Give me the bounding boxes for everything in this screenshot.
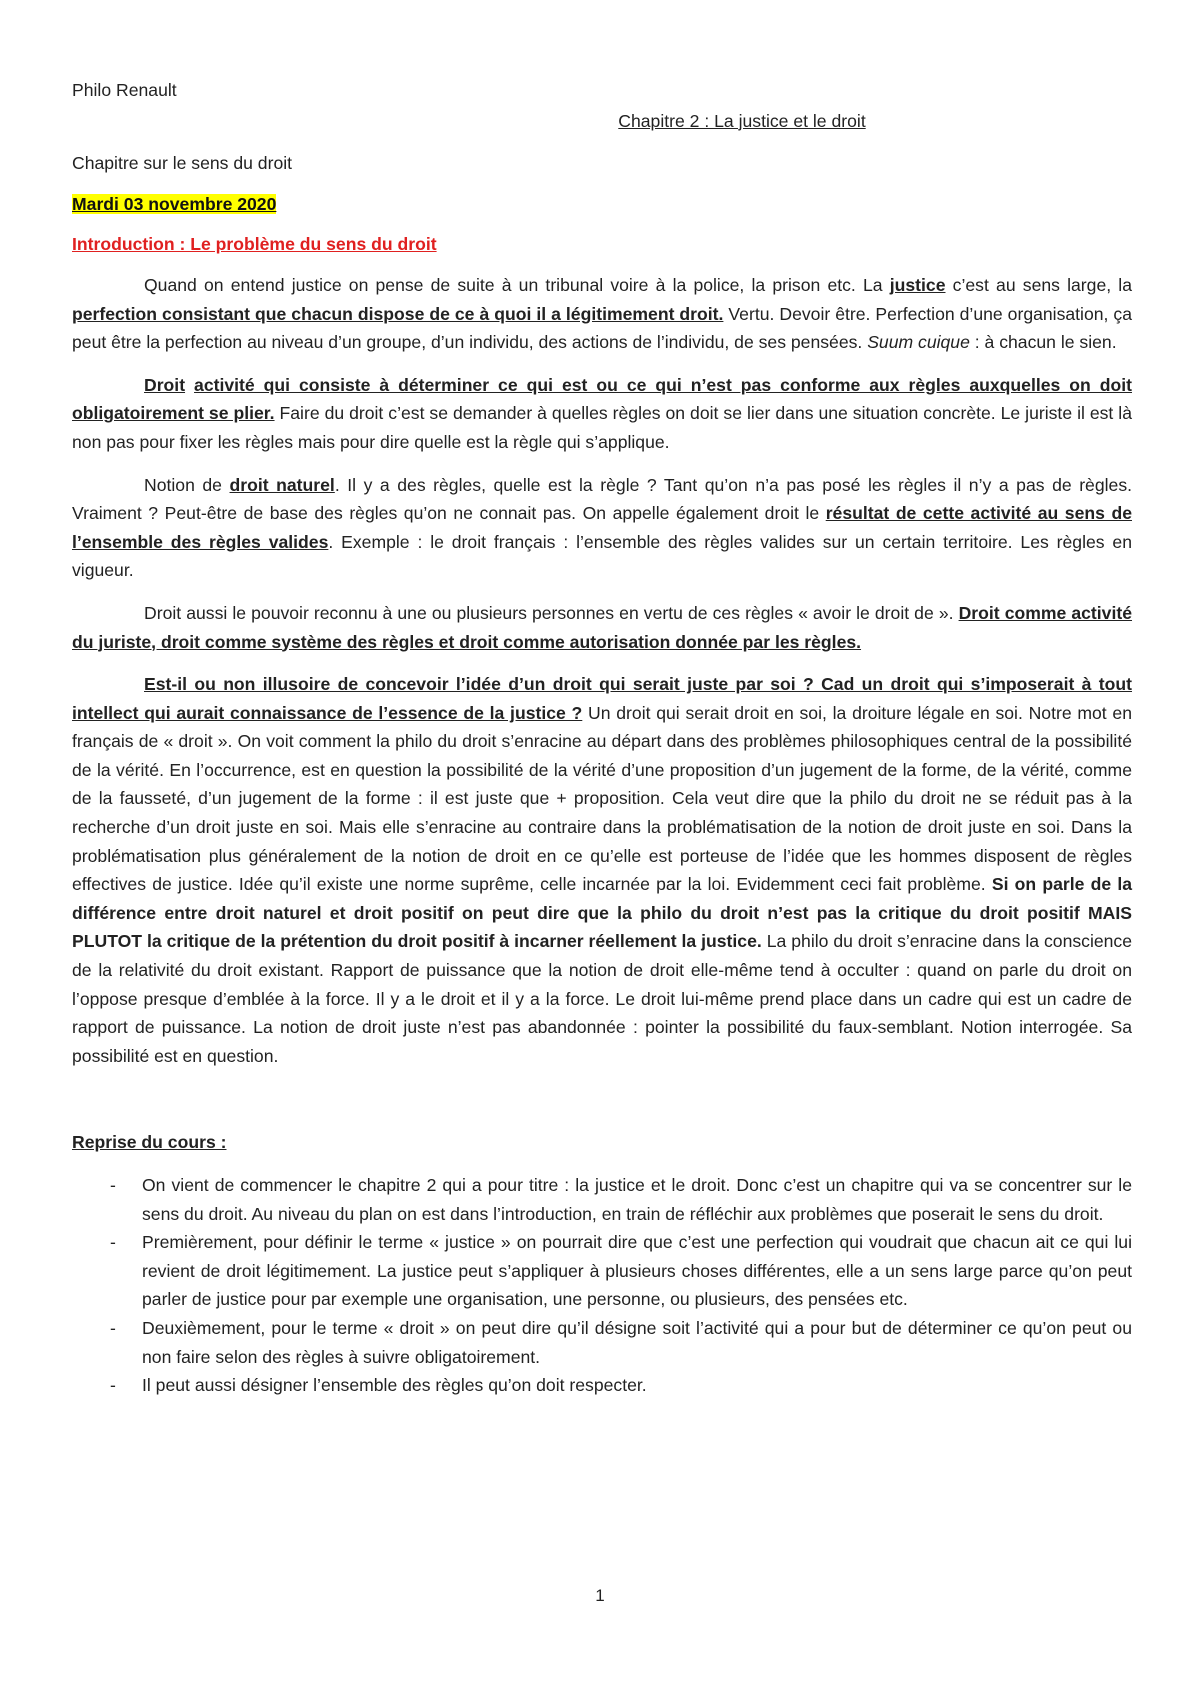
text-run: . Exemple : le droit français : l’ensemble des règles valides sur un certain territoire. Les règles en vigueur. bbox=[72, 531, 1133, 581]
text-run: : à chacun le sien. bbox=[969, 332, 1117, 353]
text-run: Vertu. Devoir être. Perfection d’une organisation, ça peut être la perfection au niveau d’un groupe, d’un individu, des actions de l’individu, de ses pensées. bbox=[72, 303, 1132, 353]
paragraph-droit-naturel bbox=[72, 471, 1132, 585]
list-item-text: Il peut aussi désigner l’ensemble des règles qu’on doit respecter. bbox=[142, 1375, 647, 1396]
latin-phrase: Suum cuique bbox=[867, 332, 970, 353]
list-item bbox=[72, 1371, 1132, 1400]
spacer bbox=[72, 1084, 1132, 1128]
list-item bbox=[72, 1314, 1132, 1371]
reprise-heading: Reprise du cours : bbox=[72, 1132, 227, 1153]
document-body bbox=[72, 76, 1132, 1400]
bold-statement: Si on parle de la différence entre droit naturel et droit positif on peut dire que la philo du droit n’est pas la critique du droit positif MAIS PLUTOT la critique de la prétention du droit positif à incarner réellement la justice. bbox=[72, 874, 1132, 952]
text-run: Faire du droit c’est se demander à quelles règles on doit se lier dans une situation concrète. Le juriste il est là non pas pour fixer les règles mais pour dire quelle est la règle qui s’applique. bbox=[72, 403, 1132, 452]
author-line: Philo Renault bbox=[72, 80, 177, 100]
dash-bullet: - bbox=[110, 1232, 116, 1253]
key-question: Est-il ou non illusoire de concevoir l’idée d’un droit qui serait juste par soi ? Cad un droit qui s’imposerait à tout intellect qui aurait connaissance de l’essence de la justice ? bbox=[72, 674, 1132, 723]
term-justice: justice bbox=[889, 274, 946, 295]
text-run: Quand on entend justice on pense de suite à un tribunal voire à la police, la prison etc. La bbox=[144, 274, 890, 295]
chapter-title: Chapitre 2 : La justice et le droit bbox=[618, 110, 866, 131]
dash-bullet: - bbox=[110, 1317, 116, 1338]
dash-bullet: - bbox=[110, 1175, 116, 1195]
date-line bbox=[72, 190, 1132, 219]
text-run: Droit aussi le pouvoir reconnu à une ou plusieurs personnes en vertu de ces règles « avoir le droit de ». bbox=[144, 602, 959, 623]
list-item-text: On vient de commencer le chapitre 2 qui a pour titre : la justice et le droit. Donc c’est un chapitre qui va se concentrer sur le sens du droit. Au niveau du plan on est dans l’introduction, en train de réfléchir aux problèmes que poserait le sens du droit. bbox=[142, 1175, 1132, 1224]
definition-droit: activité qui consiste à déterminer ce qui est ou ce qui n’est pas conforme aux règles auxquelles on doit obligatoirement se plier. bbox=[72, 374, 1132, 424]
reprise-list bbox=[72, 1171, 1132, 1400]
intro-heading: Introduction : Le problème du sens du droit bbox=[72, 234, 437, 255]
text-run: La philo du droit s’enracine dans la conscience de la relativité du droit existant. Rapport de puissance que la notion de droit elle-même tend à occulter : quand on parle du droit on l’oppose presque d’emblée à la force. Il y a le droit et il y a la force. Le droit lui-même prend place dans un cadre qui est un cadre de rapport de puissance. La notion de droit juste n’est pas abandonnée : pointer la possibilité du faux-semblant. Notion interrogée. Sa possibilité est en question. bbox=[72, 931, 1133, 1066]
definition-regles-valides: résultat de cette activité au sens de l’ensemble des règles valides bbox=[72, 503, 1132, 552]
chapter-subtitle: Chapitre sur le sens du droit bbox=[72, 153, 293, 174]
summary-droit: Droit comme activité du juriste, droit comme système des règles et droit comme autorisation donnée par les règles. bbox=[72, 602, 1133, 652]
term-droit: Droit bbox=[144, 374, 186, 395]
text-run bbox=[185, 375, 194, 395]
text-run: . Il y a des règles, quelle est la règle ? Tant qu’on n’a pas posé les règles il n’y a pas de règles. Vraiment ? Peut-être de base des règles qu’on ne connait pas. On appelle également droit le bbox=[72, 474, 1132, 524]
paragraph-droit bbox=[72, 371, 1132, 457]
paragraph-justice bbox=[72, 271, 1132, 357]
list-item bbox=[72, 1171, 1132, 1228]
dash-bullet: - bbox=[110, 1375, 116, 1396]
page-number: 1 bbox=[595, 1586, 605, 1605]
text-run: Un droit qui serait droit en soi, la droiture légale en soi. Notre mot en français de « droit ». On voit comment la philo du droit s’enracine au départ dans des problèmes philosophiques central de la possibilité de la vérité. En l’occurrence, est en question la possibilité de la vérité d’une proposition d’un jugement de la forme, de la vérité, comme de la fausseté, d’un jugement de la forme : il est juste que + proposition. Cela veut dire que la philo du droit ne se réduit pas à la recherche d’un droit juste en soi. Mais elle s’enracine au contraire dans la problématisation de la notion de droit juste en soi. Dans la problématisation plus généralement de la notion de droit en ce qu’elle est porteuse de l’idée que les hommes disposent de règles effectives de justice. Idée qu’il existe une norme suprême, celle incarnée par la loi. Evidemment ceci fait problème. bbox=[72, 702, 1133, 895]
list-item-text: Deuxièmement, pour le terme « droit » on peut dire qu’il désigne soit l’activité qui a pour but de déterminer ce qu’on peut ou non faire selon des règles à suivre obligatoirement. bbox=[142, 1317, 1132, 1367]
paragraph-pouvoir bbox=[72, 599, 1132, 656]
definition-justice: perfection consistant que chacun dispose de ce à quoi il a légitimement droit. bbox=[72, 303, 724, 324]
date-highlight: Mardi 03 novembre 2020 bbox=[72, 193, 277, 214]
list-item bbox=[72, 1228, 1132, 1314]
paragraph-problematique bbox=[72, 670, 1132, 1070]
text-run: c’est au sens large, la bbox=[945, 274, 1132, 295]
text-run: Notion de bbox=[144, 474, 230, 495]
list-item-text: Premièrement, pour définir le terme « justice » on pourrait dire que c’est une perfection qui voudrait que chacun ait ce qui lui revient de droit légitimement. La justice peut s’appliquer à plusieurs choses différentes, elle a un sens large parce qu’on peut parler de justice pour par exemple une organisation, une personne, ou plusieurs, des pensées etc. bbox=[142, 1232, 1132, 1310]
term-droit-naturel: droit naturel bbox=[229, 474, 335, 495]
